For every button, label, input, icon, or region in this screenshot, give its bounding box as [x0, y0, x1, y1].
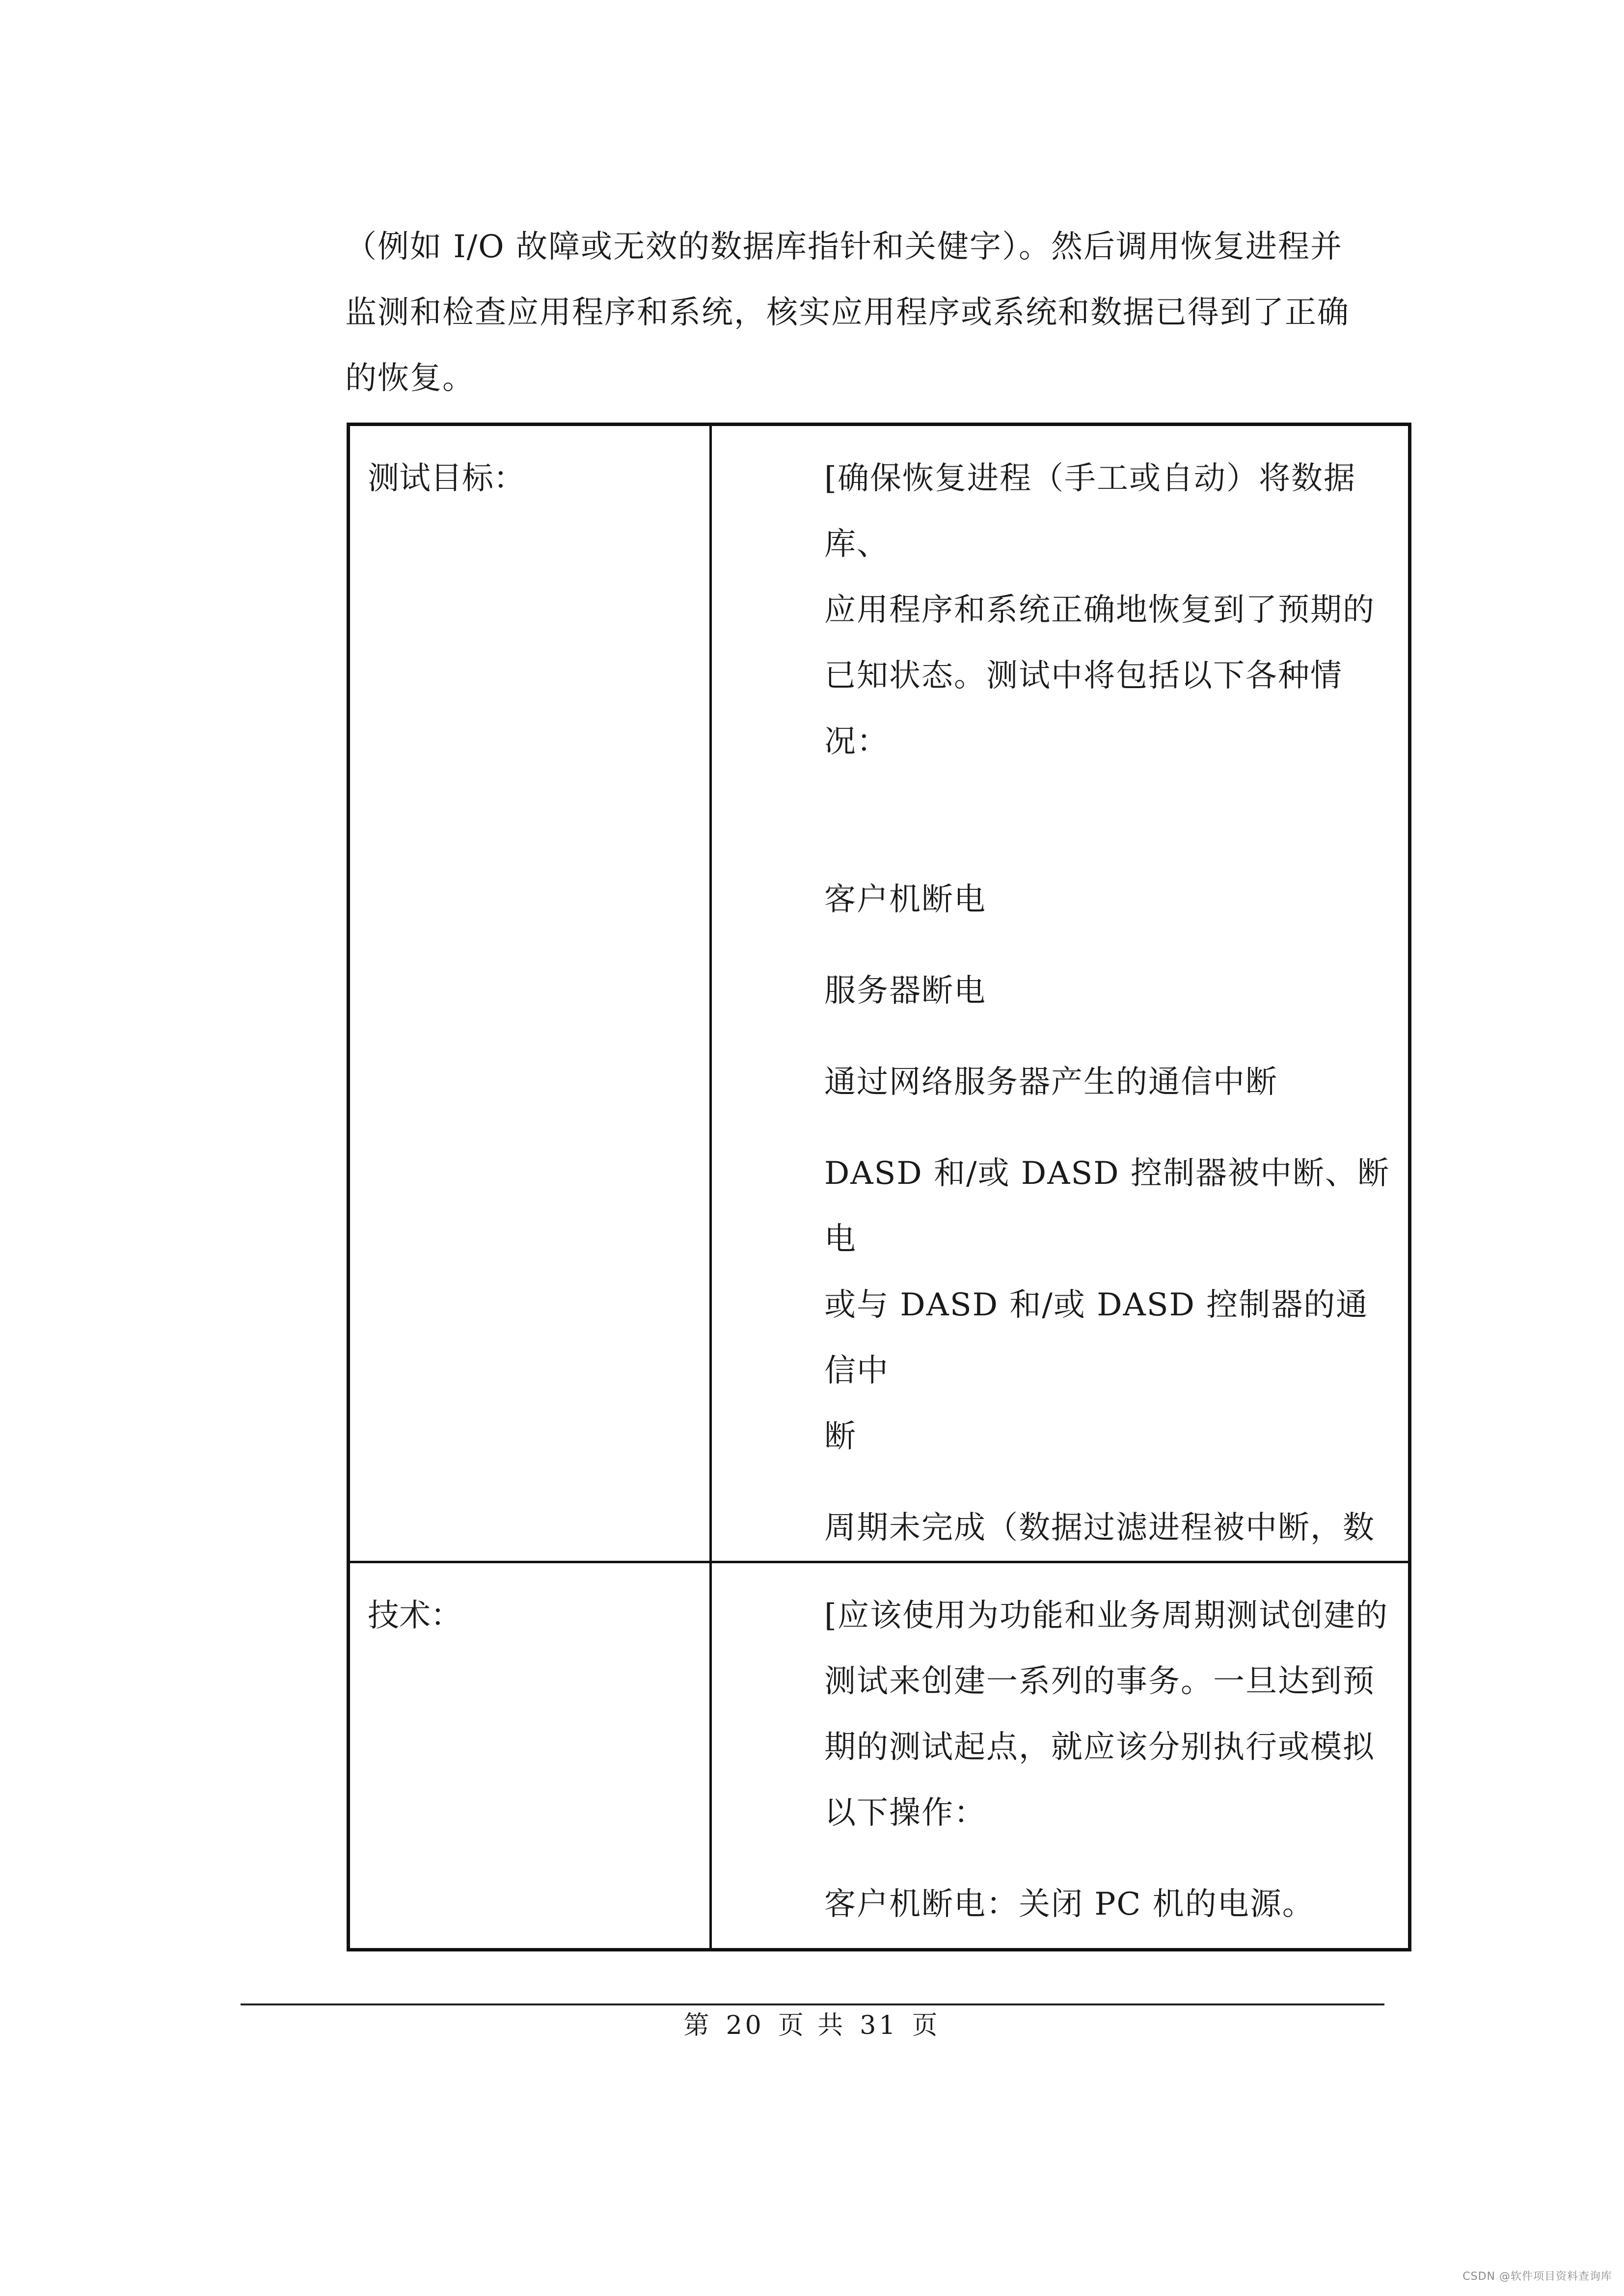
objective-item [824, 867, 1398, 933]
objective-content [712, 426, 1408, 1561]
watermark: CSDN @软件项目资料查询库 [1462, 2270, 1612, 2283]
intro-line: 监测和检查应用程序和系统，核实应用程序或系统和数据已得到了正确 [345, 294, 1350, 331]
objective-intro-line: [确保恢复进程（手工或自动）将数据库、 [824, 460, 1356, 562]
objective-label: 测试目标： [350, 426, 712, 1561]
page-suffix: 页 [912, 2011, 941, 2040]
objective-item [824, 1049, 1398, 1115]
page-current: 20 [726, 2011, 764, 2040]
page-mid: 页 共 [778, 2011, 846, 2040]
intro-line: 的恢复。 [345, 360, 475, 397]
objective-item-line: 周期未完成（数据过滤进程被中断，数 [824, 1510, 1375, 1546]
row-test-objective [350, 426, 1408, 1563]
technique-intro-line: 期的测试起点，就应该分别执行或模拟 [824, 1729, 1375, 1765]
objective-item-line: DASD 和/或 DASD 控制器被中断、断电 [824, 1155, 1390, 1257]
objective-item [824, 958, 1398, 1024]
page-prefix: 第 [683, 2011, 712, 2040]
technique-intro-line: 以下操作： [824, 1795, 986, 1831]
objective-intro-line: 已知状态。测试中将包括以下各种情况： [824, 658, 1343, 760]
footer-divider [241, 2003, 1384, 2005]
objective-item-line: 断 [824, 1418, 857, 1455]
intro-paragraph [345, 214, 1425, 411]
row-technique [350, 1563, 1408, 1948]
objective-item-line: 服务器断电 [824, 973, 986, 1009]
page-total: 31 [860, 2011, 898, 2040]
test-spec-table [347, 423, 1411, 1951]
page-number [0, 2008, 1624, 2043]
objective-item-line: 或与 DASD 和/或 DASD 控制器的通信中 [824, 1287, 1369, 1389]
technique-intro-line: [应该使用为功能和业务周期测试创建的 [824, 1598, 1388, 1634]
objective-item [824, 1495, 1398, 1561]
technique-item-line: 客户机断电：关闭 PC 机的电源。 [824, 1886, 1315, 1922]
objective-intro-line: 应用程序和系统正确地恢复到了预期的 [824, 592, 1375, 628]
objective-item-line: 通过网络服务器产生的通信中断 [824, 1064, 1278, 1100]
intro-line: （例如 I/O 故障或无效的数据库指针和关健字）。然后调用恢复进程并 [345, 229, 1343, 265]
technique-intro-line: 测试来创建一系列的事务。一旦达到预 [824, 1663, 1375, 1700]
technique-intro [824, 1583, 1398, 1846]
objective-item-line: 客户机断电 [824, 881, 986, 918]
objective-item [824, 1141, 1398, 1469]
objective-intro [824, 446, 1398, 774]
technique-label: 技术： [350, 1563, 712, 1948]
technique-item [824, 1871, 1398, 1937]
technique-content [712, 1563, 1408, 1948]
